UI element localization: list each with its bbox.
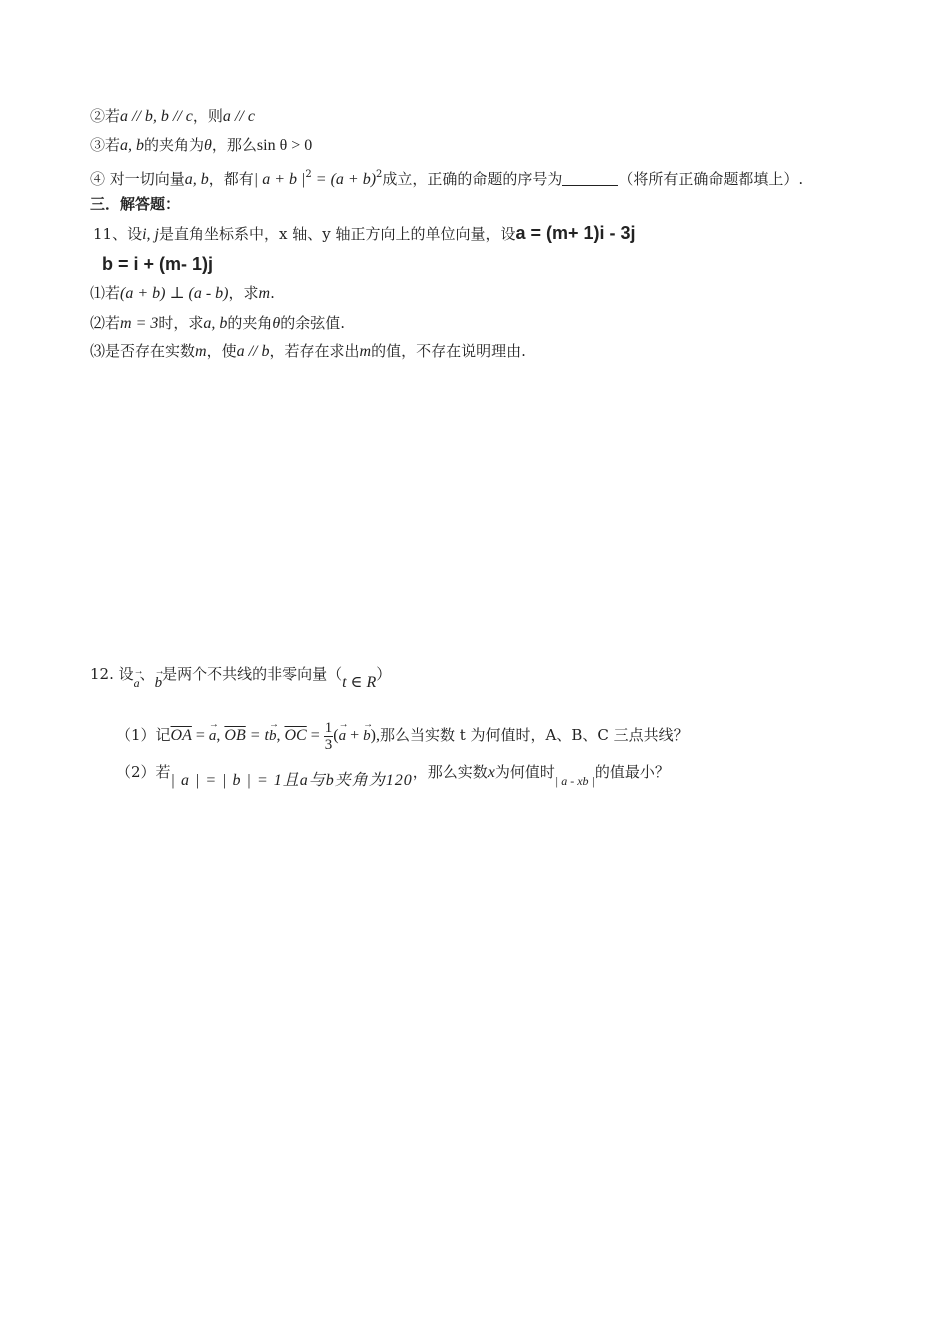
prop4-sup1: 2 xyxy=(305,169,312,180)
q12-cond: t ∈ R xyxy=(342,674,377,691)
prop4-math-ab: a, b xyxy=(184,171,209,188)
q11-p3-m: m xyxy=(195,343,207,360)
q11-p2-mid2: 的夹角 xyxy=(227,314,273,332)
proposition-3 xyxy=(90,135,312,156)
prop2-math-premise: a // b, b // c xyxy=(120,108,193,125)
q12-p1-frac-num: 1 xyxy=(324,719,333,736)
q12-p1-fraction xyxy=(324,720,334,753)
q12-p1-end: 那么当实数 t 为何值时，A、B、C 三点共线？ xyxy=(379,726,689,744)
q11-part-1 xyxy=(90,283,275,304)
q11-p3-mid: ，使 xyxy=(206,342,237,360)
q12-p1-paren-close: ), xyxy=(370,727,380,744)
q12-p2-expr: | a - xb | xyxy=(554,774,595,788)
q12-vec-a: → a xyxy=(134,673,140,693)
prop3-math-sin: sin θ > 0 xyxy=(256,137,313,154)
q11-p1-math: (a + b) ⊥ (a - b) xyxy=(120,285,229,302)
q12-p1-eq2: = t xyxy=(245,727,269,744)
proposition-4 xyxy=(90,165,803,190)
q11-p1-prefix: ⑴若 xyxy=(90,284,121,302)
prop3-mid: 的夹角为 xyxy=(144,136,205,154)
q12-intro-b: 是两个不共线的非零向量（ xyxy=(162,665,343,683)
q12-intro xyxy=(90,664,392,691)
prop3-theta: θ xyxy=(204,137,212,154)
prop4-sup2: 2 xyxy=(376,169,383,180)
q12-p1-a: → a xyxy=(209,719,217,753)
q11-vector-b-line xyxy=(102,254,213,275)
prop4-mid2: 成立，正确的命题的序号为 xyxy=(382,170,563,188)
q11-p2-math: m = 3 xyxy=(120,315,159,332)
q12-vec-b: → b xyxy=(155,673,163,693)
q12-part-1 xyxy=(116,718,689,753)
q11-part-3 xyxy=(90,341,526,362)
q11-p1-m: m xyxy=(258,285,271,302)
q12-p1-eq1: = xyxy=(191,727,209,744)
q12-p1-oc: $\overline{OC}$ xyxy=(284,727,307,744)
q12-p2-mid: ，那么实数 xyxy=(412,763,488,781)
q11-intro-a: 11、设 xyxy=(93,225,143,243)
q12-p1-b: → b xyxy=(269,719,277,753)
q11-intro-b: 是直角坐标系中，x 轴、y 轴正方向上的单位向量，设 xyxy=(158,225,516,243)
q11-p2-prefix: ⑵若 xyxy=(90,314,121,332)
q12-sep: 、 xyxy=(139,665,155,683)
prop2-mid: ，则 xyxy=(192,107,223,125)
q11-intro xyxy=(93,223,636,245)
q11-part-2 xyxy=(90,313,345,334)
prop4-math-square: = (a + b) xyxy=(311,171,377,188)
prop4-mid: ，都有 xyxy=(208,170,254,188)
q11-p3-math: a // b xyxy=(236,343,270,360)
q12-p1-plus: + xyxy=(346,727,364,744)
prop2-math-conclusion: a // c xyxy=(222,108,255,125)
q12-p2-x: x xyxy=(487,764,495,781)
q12-p1-comma2: , xyxy=(276,727,285,744)
q11-p3-m2: m xyxy=(359,343,372,360)
prop3-math-ab: a, b xyxy=(120,137,145,154)
q12-p2-prefix: （2）若 xyxy=(116,763,171,781)
q11-p3-end: 的值，不存在说明理由. xyxy=(371,342,526,360)
q12-p1-b2: → b xyxy=(363,719,371,753)
q11-vector-b: b = i + (m- 1)j xyxy=(102,254,214,274)
prop2-prefix: ②若 xyxy=(90,107,121,125)
q12-p1-ob: $\overline{OB}$ xyxy=(224,727,246,744)
q12-p2-cond-b: a与b夹角为120 xyxy=(299,772,413,789)
q11-ij: i, j xyxy=(142,226,159,243)
q12-intro-a: 12. 设 xyxy=(90,665,134,683)
proposition-2 xyxy=(90,106,255,127)
q11-p2-theta: θ xyxy=(272,315,281,332)
q11-p1-mid: ，求 xyxy=(228,284,259,302)
section-heading: 三．解答题： xyxy=(90,195,181,213)
q11-p3-mid2: ，若存在求出 xyxy=(269,342,360,360)
q12-p1-oa: $\overline{OA}$ xyxy=(170,727,192,744)
q12-p1-prefix: （1）记 xyxy=(116,726,171,744)
q11-p3-prefix: ⑶是否存在实数 xyxy=(90,342,196,360)
q11-vector-a: a = (m+ 1)i - 3j xyxy=(515,223,636,243)
prop3-prefix: ③若 xyxy=(90,136,121,154)
prop3-mid2: ，那么 xyxy=(211,136,257,154)
prop4-suffix: （将所有正确命题都填上）. xyxy=(618,170,804,188)
q12-p2-mid2: 为何值时 xyxy=(494,763,555,781)
answer-blank xyxy=(562,171,618,186)
q11-p1-end: . xyxy=(270,284,275,302)
q11-p2-end: 的余弦值. xyxy=(280,314,346,332)
q11-p2-ab: a, b xyxy=(203,315,228,332)
q12-p1-eq3: = xyxy=(306,727,324,744)
q12-p1-frac-den: 3 xyxy=(324,736,333,753)
prop4-prefix: ④ 对一切向量 xyxy=(90,170,185,188)
q12-p1-paren-open: ( xyxy=(333,727,339,744)
q12-p2-end: 的值最小？ xyxy=(594,763,670,781)
q12-intro-c: ） xyxy=(376,665,392,683)
q11-p2-mid: 时，求 xyxy=(158,314,204,332)
q12-p2-cond-a: | a | = | b | = 1且 xyxy=(170,772,300,789)
q12-p1-a2: → a xyxy=(339,719,347,753)
q12-part-2 xyxy=(116,762,670,789)
prop4-math-abs: | a + b | xyxy=(253,171,306,188)
q12-p1-comma: , xyxy=(216,727,225,744)
